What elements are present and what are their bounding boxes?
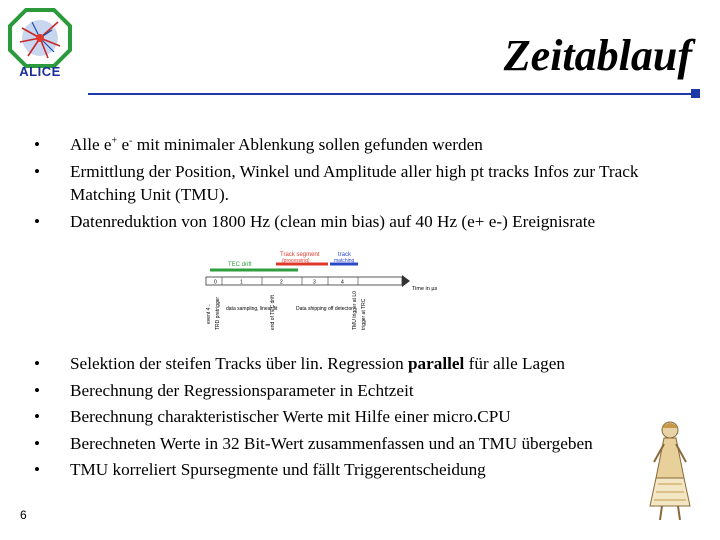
tick-label: 2 [280, 279, 283, 286]
track-segment-sublabel: (processing) [282, 258, 310, 264]
bullet-dot-icon: • [34, 135, 41, 154]
bullet-dot-icon: • [34, 460, 41, 479]
bullet-dot-icon: • [34, 380, 41, 400]
bullet-text: TMU korreliert Spursegmente und fällt Triggerentscheidung [70, 460, 486, 479]
timing-diagram [198, 246, 490, 346]
track-matching-sublabel: matching [334, 258, 355, 264]
title-divider-marker [691, 89, 700, 98]
bullet-item [34, 160, 674, 207]
tick-label: 0 [214, 279, 217, 286]
bullet-text: Berechneten Werte in 32 Bit-Wert zusammenfassen und an TMU übergeben [70, 433, 593, 453]
bullet-dot-icon: • [34, 433, 41, 453]
bullet-text: Ermittlung der Position, Winkel und Amplitude aller high pt tracks Infos zur Track Matching Unit (TMU). [70, 161, 639, 204]
track-matching-label: track [338, 252, 352, 258]
bullet-text: e [117, 135, 130, 154]
bullet-item [34, 379, 674, 403]
axis-label: Time in µs [412, 286, 438, 292]
vertical-label: trigger at TRC [361, 298, 367, 330]
bullet-text: Berechnung charakteristischer Werte mit Hilfe einer micro.CPU [70, 407, 511, 426]
tick-label: 4 [341, 279, 344, 286]
bullet-item [34, 210, 674, 234]
bullet-text: für alle Lagen [464, 354, 565, 373]
title-divider [88, 93, 692, 95]
vertical-label: end of TEC drift [270, 295, 276, 330]
tick-label: 3 [313, 279, 316, 286]
bullet-dot-icon: • [34, 161, 41, 181]
bullet-text: Alle e [70, 135, 112, 154]
bullet-item [34, 405, 674, 429]
bullet-text: Datenreduktion von 1800 Hz (clean min bias) auf 40 Hz (e+ e-) Ereignisrate [70, 211, 596, 231]
bullet-text: mit minimaler Ablenkung sollen gefunden werden [132, 135, 483, 154]
bullet-dot-icon: • [34, 407, 41, 426]
bottom-label: data sampling, linear fit [226, 306, 278, 312]
superscript-minus: - [129, 135, 133, 147]
bottom-label: Data shipping off detector [296, 306, 353, 312]
bullet-item [34, 458, 674, 482]
bullet-list-bottom [34, 352, 674, 485]
track-segment-label: Track segment [280, 252, 320, 258]
bullet-text: Selektion der steifen Tracks über lin. Regression [70, 354, 408, 373]
bullet-item [34, 133, 674, 157]
vertical-label: TRD pretrigger [215, 296, 221, 330]
bullet-list-top [34, 133, 674, 236]
vertical-label: TMU trigger at L0 [352, 291, 358, 330]
bullet-text: Berechnung der Regressionsparameter in Echtzeit [70, 380, 414, 400]
alice-logo-text: ALICE [19, 64, 61, 79]
time-axis [206, 277, 402, 285]
bullet-item [34, 432, 674, 456]
tec-drift-label: TEC drift [228, 262, 252, 268]
vertical-label: event 4... [206, 303, 212, 324]
bullet-item [34, 352, 674, 376]
axis-arrow-icon [402, 275, 410, 287]
slide-title: Zeitablauf [503, 31, 692, 80]
tick-label: 1 [240, 279, 243, 286]
decorative-figure-icon [640, 418, 700, 523]
page-number: 6 [20, 508, 27, 522]
alice-octagon-icon [8, 8, 72, 68]
bullet-dot-icon: • [34, 354, 41, 373]
superscript-plus: + [111, 135, 118, 147]
bullet-dot-icon: • [34, 211, 41, 231]
bold-text: parallel [407, 354, 465, 373]
